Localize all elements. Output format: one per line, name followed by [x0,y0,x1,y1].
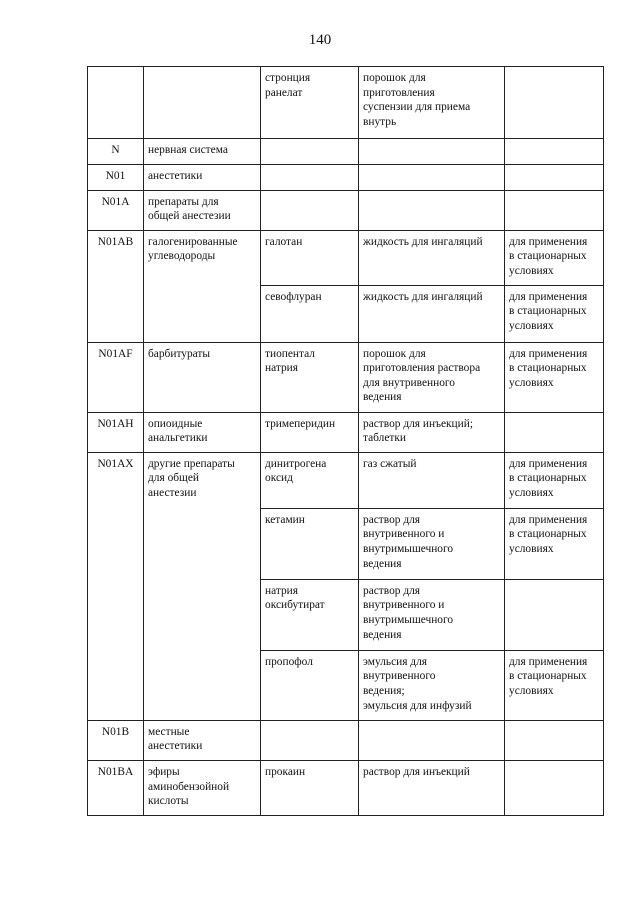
substance-cell [261,164,359,190]
form-cell [359,164,505,190]
table-row [88,342,604,412]
code-cell [88,67,144,139]
form-cell: порошок для приготовления суспензии для приема внутрь [359,67,505,139]
table-body [88,67,604,816]
form-cell [359,190,505,230]
code-cell: N [88,139,144,165]
code-cell: N01AB [88,230,144,342]
table-row [88,412,604,452]
group-cell [144,67,261,139]
note-cell: для применения в стационарных условиях [505,285,604,342]
form-cell: эмульсия для внутривенного ведения; эмульсия для инфузий [359,650,505,720]
code-cell: N01AX [88,452,144,720]
code-cell: N01 [88,164,144,190]
substance-cell: натрия оксибутират [261,579,359,650]
code-cell: N01BA [88,760,144,815]
table-row [88,67,604,139]
substance-cell [261,190,359,230]
group-cell: местные анестетики [144,720,261,760]
form-cell: раствор для внутривенного и внутримышечного ведения [359,579,505,650]
note-cell: для применения в стационарных условиях [505,452,604,508]
note-cell [505,760,604,815]
group-cell: препараты для общей анестезии [144,190,261,230]
code-cell: N01AF [88,342,144,412]
form-cell: газ сжатый [359,452,505,508]
table-row [88,230,604,285]
note-cell [505,139,604,165]
table-row [88,190,604,230]
form-cell: жидкость для ингаляций [359,230,505,285]
form-cell: порошок для приготовления раствора для внутривенного ведения [359,342,505,412]
form-cell: раствор для инъекций; таблетки [359,412,505,452]
table-row [88,720,604,760]
substance-cell: динитрогена оксид [261,452,359,508]
group-cell: эфиры аминобензойной кислоты [144,760,261,815]
substance-cell [261,720,359,760]
form-cell: раствор для инъекций [359,760,505,815]
note-cell [505,67,604,139]
table-row [88,452,604,508]
note-cell [505,720,604,760]
substance-cell: галотан [261,230,359,285]
page-number: 140 [308,32,332,48]
code-cell: N01A [88,190,144,230]
substance-cell: стронция ранелат [261,67,359,139]
group-cell: анестетики [144,164,261,190]
substance-cell: пропофол [261,650,359,720]
table-row [88,760,604,815]
note-cell [505,579,604,650]
substance-cell [261,139,359,165]
note-cell: для применения в стационарных условиях [505,342,604,412]
code-cell: N01B [88,720,144,760]
group-cell: галогенированные углеводороды [144,230,261,342]
table-row [88,139,604,165]
substance-cell: кетамин [261,508,359,579]
group-cell: опиоидные анальгетики [144,412,261,452]
substance-cell: прокаин [261,760,359,815]
drug-table [87,66,604,816]
substance-cell: севофлуран [261,285,359,342]
note-cell: для применения в стационарных условиях [505,508,604,579]
form-cell: жидкость для ингаляций [359,285,505,342]
form-cell [359,139,505,165]
note-cell: для применения в стационарных условиях [505,230,604,285]
group-cell: барбитураты [144,342,261,412]
note-cell [505,164,604,190]
table-row [88,164,604,190]
code-cell: N01AH [88,412,144,452]
note-cell: для применения в стационарных условиях [505,650,604,720]
form-cell: раствор для внутривенного и внутримышечного ведения [359,508,505,579]
substance-cell: тримеперидин [261,412,359,452]
group-cell: нервная система [144,139,261,165]
substance-cell: тиопентал натрия [261,342,359,412]
group-cell: другие препараты для общей анестезии [144,452,261,720]
note-cell [505,190,604,230]
note-cell [505,412,604,452]
form-cell [359,720,505,760]
